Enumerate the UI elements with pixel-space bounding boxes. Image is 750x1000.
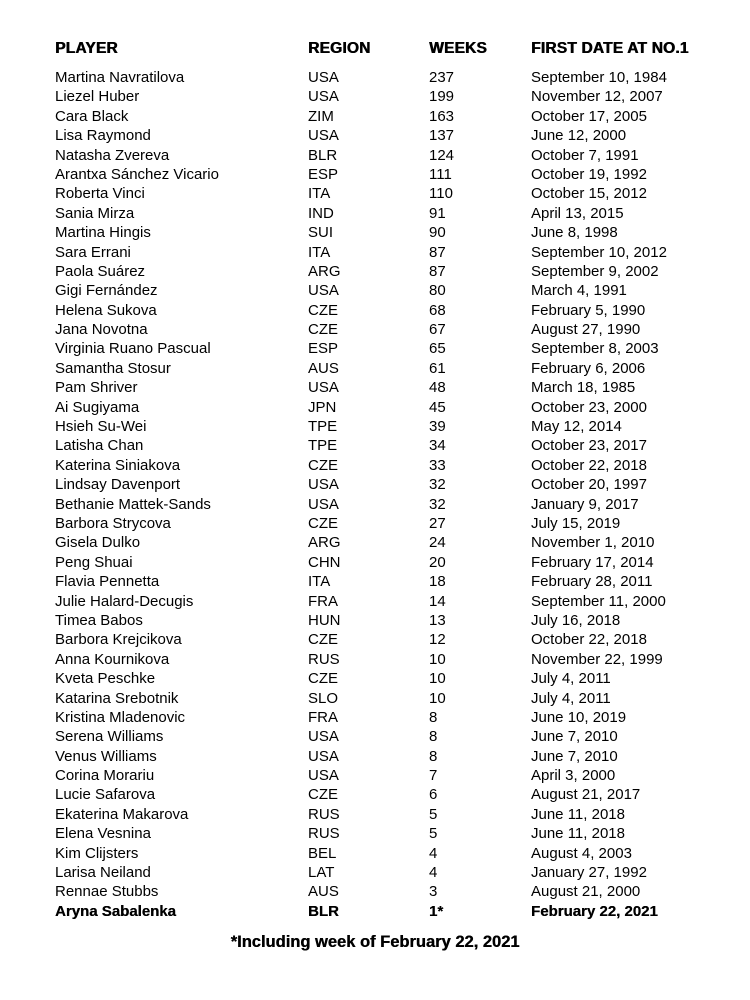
first-date-at-no1: May 12, 2014 bbox=[531, 418, 622, 436]
table-row bbox=[0, 708, 750, 727]
player-name: Cara Black bbox=[55, 107, 129, 125]
first-date-at-no1: October 20, 1997 bbox=[531, 476, 647, 494]
player-region: CZE bbox=[308, 670, 338, 688]
weeks-at-no1: 18 bbox=[429, 573, 446, 591]
first-date-at-no1: July 16, 2018 bbox=[531, 611, 621, 629]
weeks-at-no1: 20 bbox=[429, 553, 446, 571]
player-region: USA bbox=[308, 495, 339, 513]
table-row bbox=[0, 572, 750, 591]
first-date-at-no1: August 4, 2003 bbox=[531, 844, 632, 862]
weeks-at-no1: 65 bbox=[429, 340, 446, 358]
weeks-at-no1: 237 bbox=[429, 69, 455, 86]
table-row bbox=[0, 592, 750, 611]
player-name: Serena Williams bbox=[55, 728, 164, 746]
table-row bbox=[0, 359, 750, 378]
table-row bbox=[0, 456, 750, 475]
player-name: Martina Hingis bbox=[55, 224, 151, 242]
table-row bbox=[0, 378, 750, 397]
player-region: BLR bbox=[308, 146, 338, 164]
player-name: Lisa Raymond bbox=[55, 127, 151, 145]
weeks-at-no1: 8 bbox=[429, 728, 438, 746]
player-region: ESP bbox=[308, 165, 339, 183]
table-row bbox=[0, 281, 750, 300]
table-row bbox=[0, 882, 750, 901]
weeks-at-no1: 87 bbox=[429, 243, 446, 261]
player-region: BEL bbox=[308, 844, 337, 862]
table-row bbox=[0, 417, 750, 436]
player-name: Lucie Safarova bbox=[55, 786, 156, 804]
table-row bbox=[0, 766, 750, 785]
first-date-at-no1: September 8, 2003 bbox=[531, 340, 659, 358]
player-name: Samantha Stosur bbox=[55, 359, 171, 377]
column-header-player: PLAYER bbox=[55, 40, 118, 57]
table-row bbox=[0, 553, 750, 572]
table-row bbox=[0, 262, 750, 281]
first-date-at-no1: July 4, 2011 bbox=[531, 689, 611, 707]
player-name: Virginia Ruano Pascual bbox=[55, 340, 211, 358]
table-row bbox=[0, 146, 750, 165]
table-row bbox=[0, 689, 750, 708]
player-region: CZE bbox=[308, 514, 338, 532]
first-date-at-no1: January 27, 1992 bbox=[531, 864, 647, 882]
weeks-at-no1: 32 bbox=[429, 476, 446, 494]
weeks-at-no1: 27 bbox=[429, 514, 446, 532]
player-name: Timea Babos bbox=[55, 611, 143, 629]
weeks-at-no1: 7 bbox=[429, 767, 438, 785]
weeks-at-no1: 6 bbox=[429, 786, 438, 804]
player-region: AUS bbox=[308, 883, 339, 901]
column-header-first-date: FIRST DATE AT NO.1 bbox=[531, 40, 689, 57]
player-region: ZIM bbox=[308, 107, 334, 125]
player-region: RUS bbox=[308, 650, 340, 668]
first-date-at-no1: June 8, 1998 bbox=[531, 224, 618, 242]
player-name: Martina Navratilova bbox=[55, 69, 185, 86]
player-name: Hsieh Su-Wei bbox=[55, 418, 147, 436]
player-name: Katerina Siniakova bbox=[55, 456, 181, 474]
player-name: Kveta Peschke bbox=[55, 670, 156, 688]
player-name: Venus Williams bbox=[55, 747, 157, 765]
table-row bbox=[0, 339, 750, 358]
player-name: Gisela Dulko bbox=[55, 534, 141, 552]
weeks-at-no1: 8 bbox=[429, 747, 438, 765]
player-region: USA bbox=[308, 767, 339, 785]
first-date-at-no1: August 27, 1990 bbox=[531, 321, 641, 339]
player-region: USA bbox=[308, 747, 339, 765]
player-region: IND bbox=[308, 204, 334, 222]
weeks-at-no1: 199 bbox=[429, 88, 455, 106]
table-row bbox=[0, 184, 750, 203]
player-name: Sara Errani bbox=[55, 243, 131, 261]
player-region: USA bbox=[308, 88, 339, 106]
player-region: ITA bbox=[308, 185, 331, 203]
player-name: Arantxa Sánchez Vicario bbox=[55, 165, 219, 183]
player-region: RUS bbox=[308, 825, 340, 843]
weeks-at-no1: 110 bbox=[429, 185, 453, 203]
weeks-at-no1: 3 bbox=[429, 883, 438, 901]
first-date-at-no1: September 11, 2000 bbox=[531, 592, 666, 610]
player-name: Peng Shuai bbox=[55, 553, 133, 571]
weeks-at-no1: 90 bbox=[429, 224, 446, 242]
table-row bbox=[0, 785, 750, 804]
table-row bbox=[0, 747, 750, 766]
weeks-at-no1: 5 bbox=[429, 805, 438, 823]
first-date-at-no1: September 10, 2012 bbox=[531, 243, 667, 261]
table-row bbox=[0, 320, 750, 339]
weeks-at-no1: 13 bbox=[429, 611, 446, 629]
player-name: Aryna Sabalenka bbox=[55, 902, 176, 920]
weeks-at-no1: 10 bbox=[429, 689, 446, 707]
player-name: Kim Clijsters bbox=[55, 844, 139, 862]
first-date-at-no1: April 13, 2015 bbox=[531, 204, 624, 222]
weeks-at-no1: 137 bbox=[429, 127, 455, 145]
player-name: Liezel Huber bbox=[55, 88, 140, 106]
player-name: Anna Kournikova bbox=[55, 650, 170, 668]
first-date-at-no1: June 7, 2010 bbox=[531, 747, 618, 765]
player-region: BLR bbox=[308, 902, 339, 920]
footnote: *Including week of February 22, 2021 bbox=[230, 933, 520, 951]
first-date-at-no1: October 23, 2000 bbox=[531, 398, 647, 416]
table-row bbox=[0, 126, 750, 145]
player-region: LAT bbox=[308, 864, 335, 882]
player-region: FRA bbox=[308, 708, 338, 726]
first-date-at-no1: March 18, 1985 bbox=[531, 379, 636, 397]
player-region: USA bbox=[308, 728, 339, 746]
first-date-at-no1: June 12, 2000 bbox=[531, 127, 627, 145]
first-date-at-no1: February 6, 2006 bbox=[531, 359, 646, 377]
first-date-at-no1: April 3, 2000 bbox=[531, 767, 616, 785]
weeks-at-no1: 4 bbox=[429, 864, 438, 882]
column-header-weeks: WEEKS bbox=[429, 40, 487, 57]
player-region: CZE bbox=[308, 786, 338, 804]
weeks-at-no1: 124 bbox=[429, 146, 455, 164]
table-row bbox=[0, 611, 750, 630]
table-body bbox=[0, 68, 750, 921]
table-row bbox=[0, 495, 750, 514]
player-region: ARG bbox=[308, 262, 341, 280]
table-row bbox=[0, 436, 750, 455]
player-name: Kristina Mladenovic bbox=[55, 708, 186, 726]
player-name: Lindsay Davenport bbox=[55, 476, 181, 494]
table-row bbox=[0, 805, 750, 824]
player-region: USA bbox=[308, 127, 339, 145]
first-date-at-no1: October 19, 1992 bbox=[531, 165, 647, 183]
player-region: ARG bbox=[308, 534, 341, 552]
player-region: ITA bbox=[308, 573, 331, 591]
player-name: Helena Sukova bbox=[55, 301, 157, 319]
first-date-at-no1: October 7, 1991 bbox=[531, 146, 639, 164]
first-date-at-no1: November 12, 2007 bbox=[531, 88, 663, 106]
player-name: Larisa Neiland bbox=[55, 864, 151, 882]
first-date-at-no1: January 9, 2017 bbox=[531, 495, 639, 513]
player-region: JPN bbox=[308, 398, 337, 416]
weeks-at-no1: 111 bbox=[429, 165, 452, 183]
player-name: Barbora Strycova bbox=[55, 514, 171, 532]
player-name: Natasha Zvereva bbox=[55, 146, 170, 164]
player-region: USA bbox=[308, 476, 339, 494]
player-region: CZE bbox=[308, 321, 338, 339]
weeks-at-no1: 87 bbox=[429, 262, 446, 280]
table-row bbox=[0, 727, 750, 746]
weeks-at-no1: 48 bbox=[429, 379, 446, 397]
table-row bbox=[0, 398, 750, 417]
table-row bbox=[0, 204, 750, 223]
table-header bbox=[0, 40, 750, 58]
weeks-at-no1: 61 bbox=[429, 359, 446, 377]
table-row bbox=[0, 863, 750, 882]
player-name: Ai Sugiyama bbox=[55, 398, 140, 416]
player-name: Rennae Stubbs bbox=[55, 883, 159, 901]
first-date-at-no1: March 4, 1991 bbox=[531, 282, 627, 300]
first-date-at-no1: July 15, 2019 bbox=[531, 514, 621, 532]
first-date-at-no1: June 11, 2018 bbox=[531, 805, 625, 823]
player-name: Barbora Krejcikova bbox=[55, 631, 182, 649]
weeks-at-no1: 8 bbox=[429, 708, 438, 726]
player-name: Julie Halard-Decugis bbox=[55, 592, 194, 610]
player-name: Sania Mirza bbox=[55, 204, 135, 222]
player-region: USA bbox=[308, 69, 339, 86]
column-header-region: REGION bbox=[308, 40, 371, 57]
first-date-at-no1: September 9, 2002 bbox=[531, 262, 659, 280]
player-region: CZE bbox=[308, 301, 338, 319]
table-row bbox=[0, 514, 750, 533]
weeks-at-no1: 80 bbox=[429, 282, 446, 300]
first-date-at-no1: February 17, 2014 bbox=[531, 553, 654, 571]
player-name: Corina Morariu bbox=[55, 767, 155, 785]
player-name: Katarina Srebotnik bbox=[55, 689, 179, 707]
table-row bbox=[0, 107, 750, 126]
weeks-at-no1: 34 bbox=[429, 437, 446, 455]
player-region: USA bbox=[308, 282, 339, 300]
player-region: CZE bbox=[308, 631, 338, 649]
first-date-at-no1: October 23, 2017 bbox=[531, 437, 647, 455]
first-date-at-no1: June 7, 2010 bbox=[531, 728, 618, 746]
player-region: SUI bbox=[308, 224, 334, 242]
table-row bbox=[0, 475, 750, 494]
table-row bbox=[0, 824, 750, 843]
weeks-at-no1: 24 bbox=[429, 534, 446, 552]
weeks-at-no1: 5 bbox=[429, 825, 438, 843]
first-date-at-no1: June 10, 2019 bbox=[531, 708, 627, 726]
player-name: Flavia Pennetta bbox=[55, 573, 160, 591]
player-name: Latisha Chan bbox=[55, 437, 144, 455]
player-region: USA bbox=[308, 379, 339, 397]
first-date-at-no1: November 1, 2010 bbox=[531, 534, 655, 552]
player-name: Roberta Vinci bbox=[55, 185, 145, 203]
weeks-at-no1: 14 bbox=[429, 592, 446, 610]
player-region: CHN bbox=[308, 553, 341, 571]
player-name: Gigi Fernández bbox=[55, 282, 158, 300]
weeks-at-no1: 10 bbox=[429, 670, 446, 688]
weeks-at-no1: 68 bbox=[429, 301, 446, 319]
weeks-at-no1: 32 bbox=[429, 495, 446, 513]
player-name: Ekaterina Makarova bbox=[55, 805, 189, 823]
first-date-at-no1: September 10, 1984 bbox=[531, 69, 667, 86]
player-name: Pam Shriver bbox=[55, 379, 138, 397]
table-row bbox=[0, 630, 750, 649]
player-name: Elena Vesnina bbox=[55, 825, 151, 843]
weeks-at-no1: 4 bbox=[429, 844, 438, 862]
player-region: AUS bbox=[308, 359, 339, 377]
first-date-at-no1: February 28, 2011 bbox=[531, 573, 653, 591]
weeks-at-no1: 12 bbox=[429, 631, 446, 649]
player-region: RUS bbox=[308, 805, 340, 823]
first-date-at-no1: October 22, 2018 bbox=[531, 631, 647, 649]
player-region: FRA bbox=[308, 592, 338, 610]
table-row bbox=[0, 902, 750, 921]
weeks-at-no1: 10 bbox=[429, 650, 446, 668]
table-row bbox=[0, 165, 750, 184]
player-region: ESP bbox=[308, 340, 339, 358]
weeks-at-no1: 1* bbox=[429, 902, 444, 920]
weeks-at-no1: 45 bbox=[429, 398, 446, 416]
first-date-at-no1: October 22, 2018 bbox=[531, 456, 647, 474]
first-date-at-no1: August 21, 2017 bbox=[531, 786, 641, 804]
player-name: Paola Suárez bbox=[55, 262, 146, 280]
first-date-at-no1: February 22, 2021 bbox=[531, 902, 658, 920]
table-row bbox=[0, 223, 750, 242]
table-row bbox=[0, 68, 750, 87]
table-row bbox=[0, 669, 750, 688]
table-row bbox=[0, 243, 750, 262]
table-row bbox=[0, 301, 750, 320]
table-row bbox=[0, 533, 750, 552]
player-region: CZE bbox=[308, 456, 338, 474]
player-region: SLO bbox=[308, 689, 339, 707]
table-row bbox=[0, 844, 750, 863]
weeks-at-no1: 91 bbox=[429, 204, 446, 222]
player-region: TPE bbox=[308, 437, 338, 455]
first-date-at-no1: November 22, 1999 bbox=[531, 650, 663, 668]
player-region: HUN bbox=[308, 611, 341, 629]
player-name: Jana Novotna bbox=[55, 321, 148, 339]
table-row bbox=[0, 87, 750, 106]
first-date-at-no1: October 17, 2005 bbox=[531, 107, 647, 125]
player-name: Bethanie Mattek-Sands bbox=[55, 495, 211, 513]
player-region: TPE bbox=[308, 418, 338, 436]
player-region: ITA bbox=[308, 243, 331, 261]
first-date-at-no1: June 11, 2018 bbox=[531, 825, 625, 843]
table-row bbox=[0, 650, 750, 669]
first-date-at-no1: October 15, 2012 bbox=[531, 185, 647, 203]
weeks-at-no1: 33 bbox=[429, 456, 446, 474]
first-date-at-no1: August 21, 2000 bbox=[531, 883, 641, 901]
first-date-at-no1: February 5, 1990 bbox=[531, 301, 646, 319]
weeks-at-no1: 67 bbox=[429, 321, 446, 339]
weeks-at-no1: 39 bbox=[429, 418, 446, 436]
weeks-at-no1: 163 bbox=[429, 107, 455, 125]
first-date-at-no1: July 4, 2011 bbox=[531, 670, 611, 688]
